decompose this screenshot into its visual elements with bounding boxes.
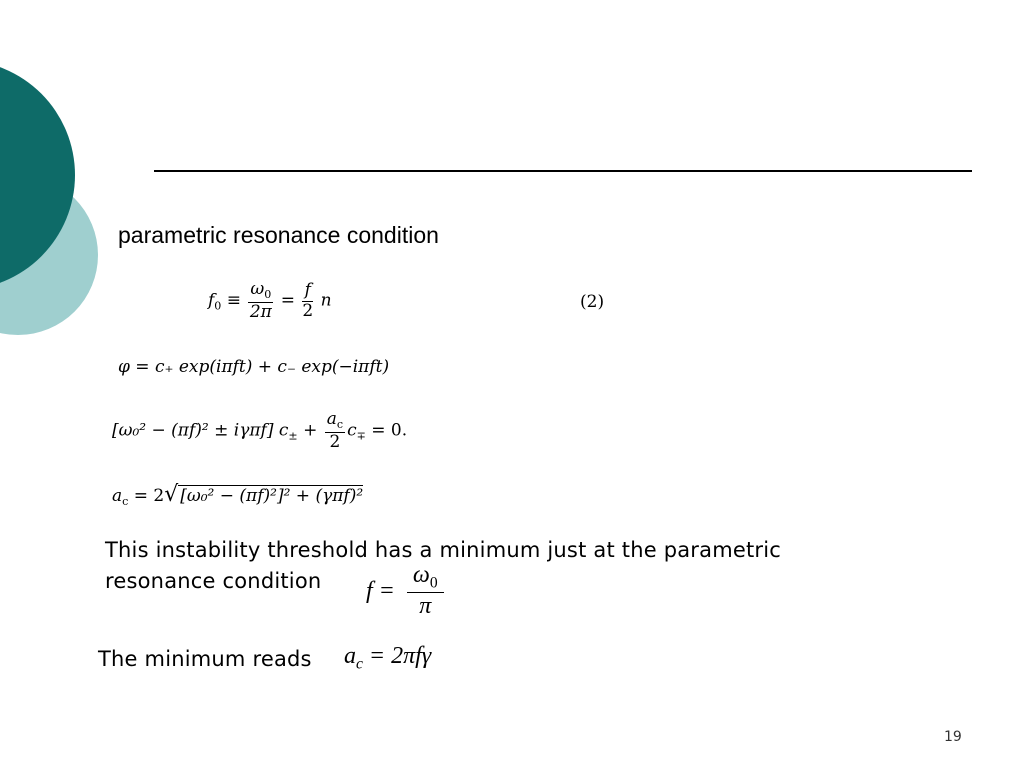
- equation-1: [208, 280, 332, 322]
- resonance-condition-equation: [366, 562, 446, 621]
- eq1-num1-sub: 0: [264, 287, 272, 301]
- cond-num: ω: [412, 562, 430, 588]
- equation-2: φ = c₊ exp(iπft) + c₋ exp(−iπft): [118, 357, 390, 377]
- eq3-num: a: [326, 409, 337, 429]
- eq3-num-sub: c: [336, 417, 344, 431]
- eq1-lhs: f: [208, 290, 215, 311]
- threshold-line-2: resonance condition: [105, 569, 322, 593]
- eq1-fraction-1: [248, 280, 273, 322]
- slide-heading: parametric resonance condition: [118, 222, 439, 248]
- threshold-line-1: This instability threshold has a minimum just at the parametric: [105, 538, 782, 562]
- equation-4: [112, 482, 363, 508]
- decorative-circles: [0, 0, 110, 420]
- min-lhs-sub: c: [356, 655, 363, 673]
- eq1-tail: n: [320, 290, 332, 311]
- cond-lhs: f =: [366, 577, 395, 604]
- eq1-equiv: ≡: [226, 290, 241, 311]
- eq3-tail: = 0.: [365, 420, 408, 441]
- cond-num-sub: 0: [429, 574, 438, 592]
- eq1-num1: ω: [250, 279, 265, 299]
- eq3-left-sub: ±: [288, 429, 298, 443]
- eq3-right-sub: ∓: [356, 429, 366, 443]
- eq1-den1: 2π: [249, 301, 272, 322]
- eq3-plus: +: [297, 420, 323, 441]
- eq4-lhs: a: [112, 486, 123, 506]
- sqrt-icon: √: [164, 482, 179, 507]
- eq1-num2: f: [302, 281, 313, 302]
- cond-fraction: [407, 562, 444, 621]
- eq3-left: [ω₀² − (πf)² ± iγπf] c: [112, 420, 289, 441]
- eq1-equals: =: [280, 290, 295, 311]
- eq1-lhs-sub: 0: [214, 299, 222, 313]
- eq4-radicand: [ω₀² − (πf)²]² + (γπf)²: [180, 486, 364, 506]
- eq1-fraction-2: [302, 281, 313, 321]
- eq4-mid: = 2: [128, 486, 165, 506]
- eq3-den: 2: [329, 431, 341, 452]
- min-lhs: a: [344, 643, 356, 669]
- eq3-right: c: [347, 420, 357, 441]
- title-rule: [154, 170, 972, 172]
- minimum-label: The minimum reads: [98, 647, 312, 671]
- min-rhs: = 2πfγ: [368, 643, 432, 669]
- cond-den: π: [419, 593, 432, 620]
- eq1-den2: 2: [302, 300, 314, 321]
- equation-number: (2): [580, 292, 605, 312]
- equation-3: [112, 410, 407, 452]
- minimum-equation: [344, 643, 431, 673]
- eq3-fraction: [325, 410, 345, 452]
- eq4-lhs-sub: c: [122, 494, 129, 508]
- page-number: 19: [944, 729, 962, 745]
